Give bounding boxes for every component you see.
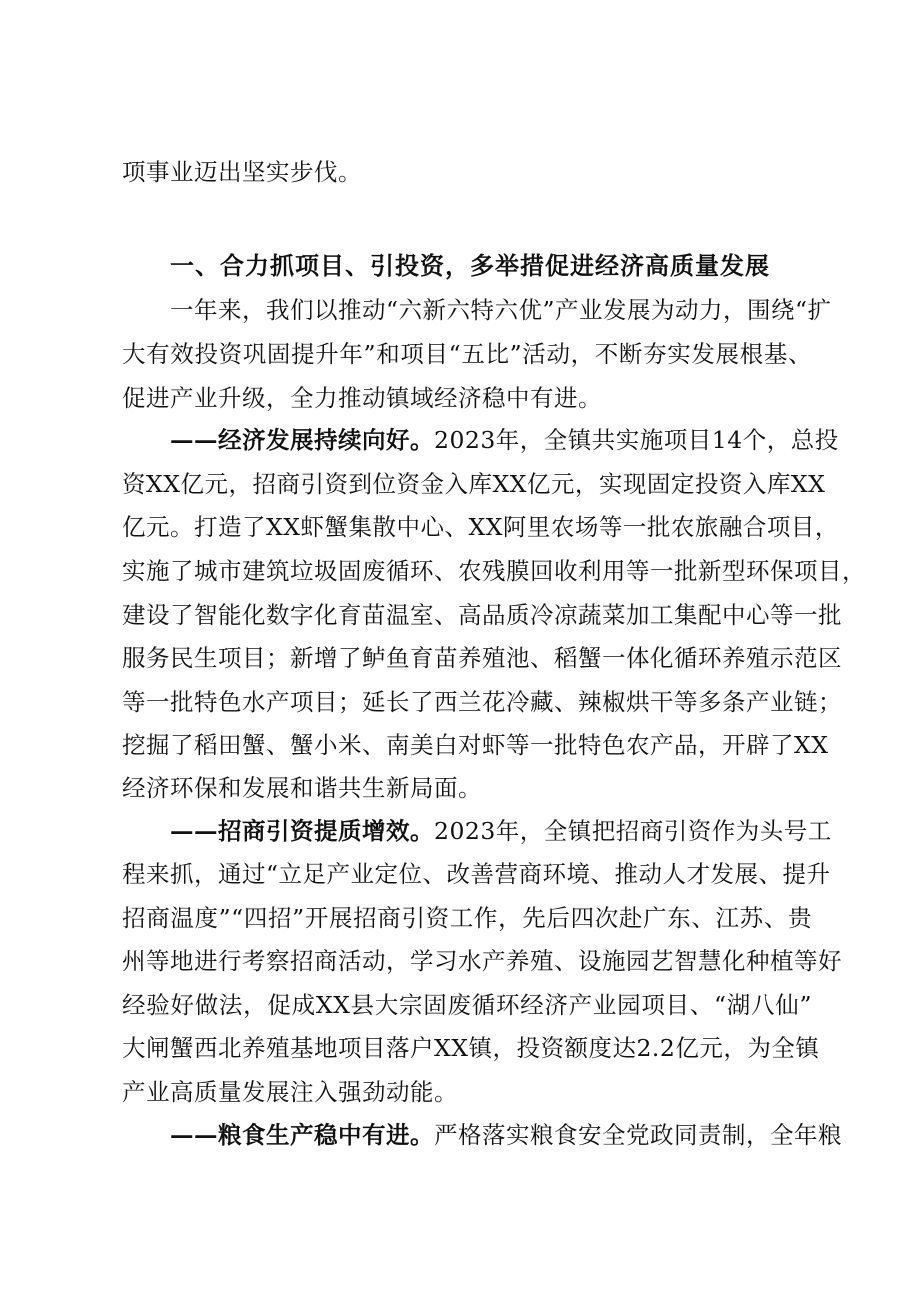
intro-line-1: 一年来，我们以推动“六新六特六优”产业发展为动力，围绕“扩	[170, 296, 832, 324]
economy-line-3: 亿元。打造了XX虾蟹集散中心、XX阿里农场等一批农旅融合项目，	[122, 513, 839, 541]
investment-line-2: 程来抓，通过“立足产业定位、改善营商环境、推动人才发展、提升	[122, 860, 831, 888]
investment-line-6: 大闸蟹西北养殖基地项目落户XX镇，投资额度达2.2亿元，为全镇	[122, 1034, 820, 1062]
grain-lead: ——粮食生产稳中有进。	[170, 1121, 434, 1149]
economy-line-5: 建设了智能化数字化育苗温室、高品质冷凉蔬菜加工集配中心等一批	[122, 601, 842, 629]
grain-line-1	[170, 1120, 842, 1150]
economy-line-1	[170, 425, 839, 455]
investment-line-1-rest: 2023年，全镇把招商引资作为头号工	[434, 817, 832, 845]
economy-line-6: 服务民生项目；新增了鲈鱼育苗养殖池、稻蟹一体化循环养殖示范区	[122, 644, 842, 672]
investment-lead: ——招商引资提质增效。	[170, 817, 434, 845]
intro-line-2: 大有效投资巩固提升年”和项目“五比”活动，不断夯实发展根基、	[122, 340, 812, 368]
investment-line-5: 经验好做法，促成XX县大宗固废循环经济产业园项目、“湖八仙”	[122, 991, 812, 1019]
investment-line-7: 产业高质量发展注入强劲动能。	[122, 1078, 458, 1106]
section-heading: 一、合力抓项目、引投资，多举措促进经济高质量发展	[170, 252, 770, 280]
economy-line-4: 实施了城市建筑垃圾固废循环、农残膜回收利用等一批新型环保项目，	[122, 557, 866, 585]
economy-line-2: 资XX亿元，招商引资到位资金入库XX亿元，实现固定投资入库XX	[122, 470, 826, 498]
investment-line-4: 州等地进行考察招商活动，学习水产养殖、设施园艺智慧化种植等好	[122, 947, 842, 975]
intro-line-3: 促进产业升级，全力推动镇域经济稳中有进。	[122, 384, 602, 412]
grain-line-1-rest: 严格落实粮食安全党政同责制，全年粮	[434, 1121, 842, 1149]
economy-line-8: 挖掘了稻田蟹、蟹小米、南美白对虾等一批特色农产品，开辟了XX	[122, 731, 829, 759]
economy-line-9: 经济环保和发展和谐共生新局面。	[122, 774, 482, 802]
economy-line-1-rest: 2023年，全镇共实施项目14个，总投	[434, 426, 839, 454]
economy-line-7: 等一批特色水产项目；延长了西兰花冷藏、辣椒烘干等多条产业链；	[122, 688, 842, 716]
investment-line-1	[170, 816, 832, 846]
carryover-text: 项事业迈出坚实步伐。	[122, 158, 362, 186]
economy-lead: ——经济发展持续向好。	[170, 426, 434, 454]
investment-line-3: 招商温度”“四招”开展招商引资工作，先后四次赴广东、江苏、贵	[122, 904, 812, 932]
